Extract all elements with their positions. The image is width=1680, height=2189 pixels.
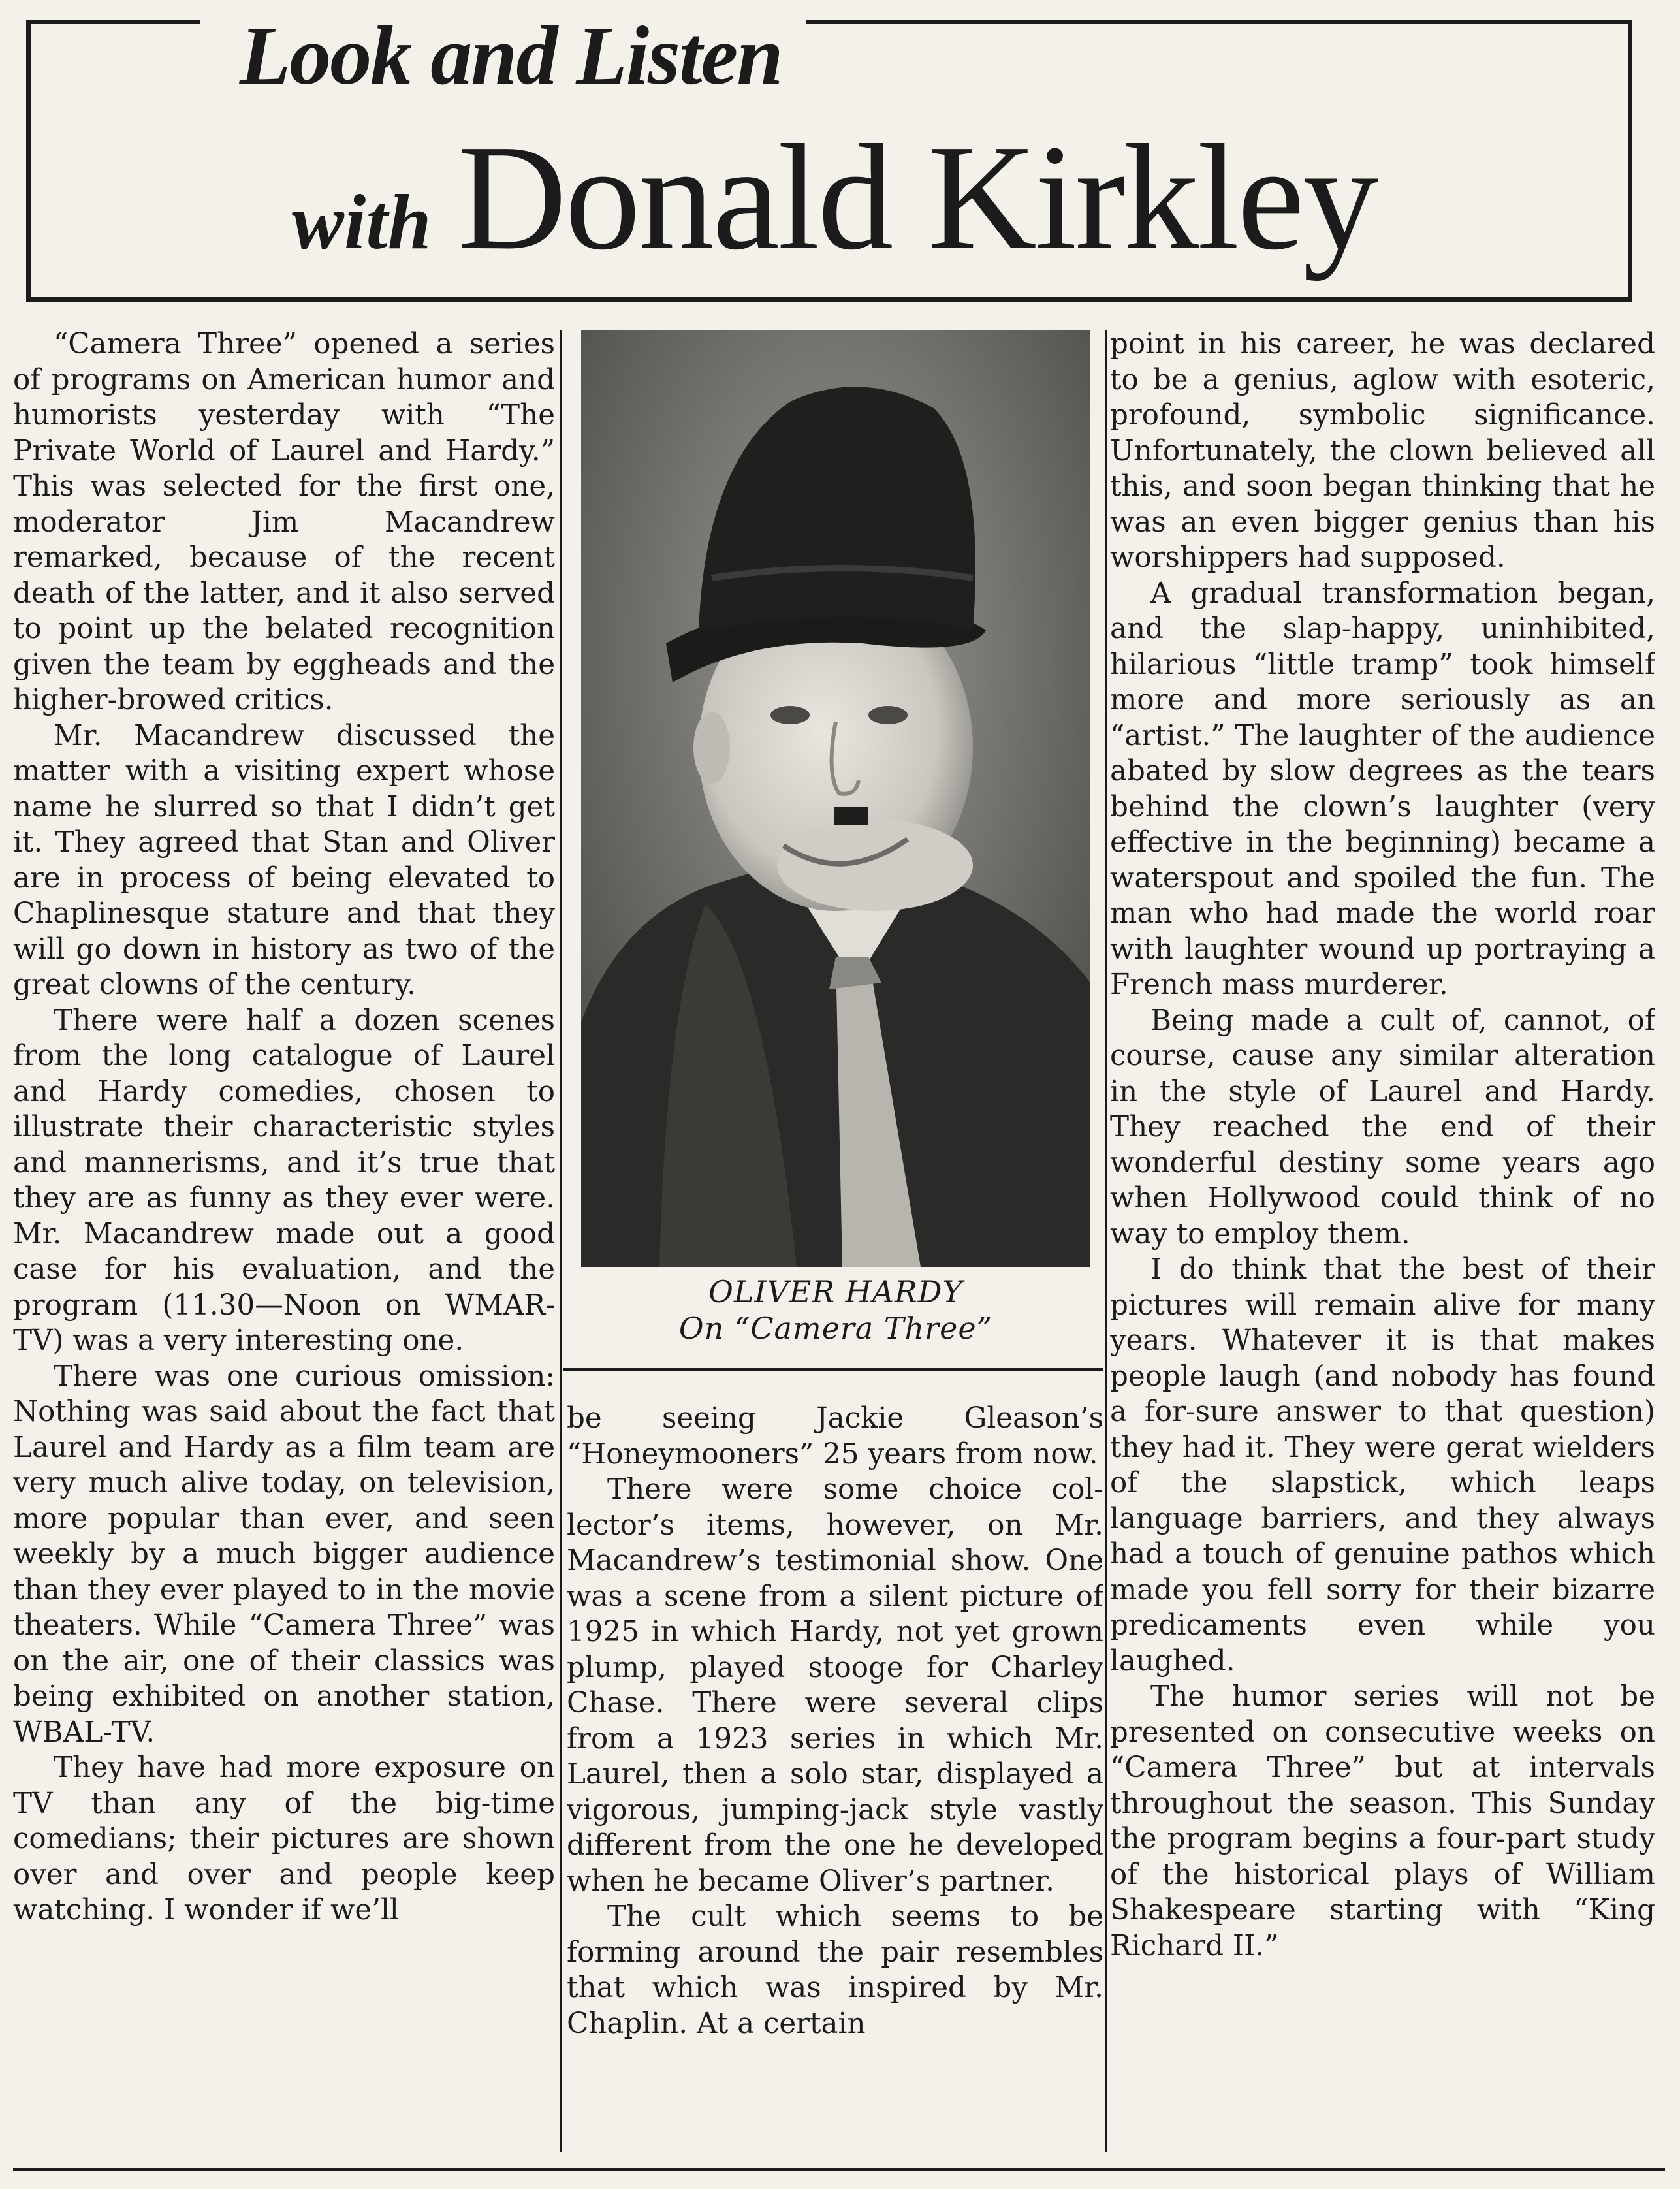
caption-name: OLIVER HARDY xyxy=(708,1274,963,1309)
article-paragraph: Being made a cult of, cannot, of course, cause any similar alteration in the style of Laurel and Hardy. They reached the end of their wonderful destiny some years ago when Hollywood could think of no way to employ them. xyxy=(1110,1004,1655,1251)
masthead-box xyxy=(26,9,1632,302)
column-rule-right xyxy=(1105,330,1107,2152)
article-column-1 xyxy=(13,327,555,2152)
article-column-2 xyxy=(567,1401,1103,2152)
article-paragraph: There were some choice collector’s items, however, on Mr. Macandrew’s testimonial show. One was a scene from a silent picture of 1925 in which Hardy, not yet grown plump, played stooge for Charley Chase. There were several clips from a 1923 series in which Mr. Laurel, then a solo star, displayed a vigorous, jumping-jack style vastly different from the one he developed when he became Oliver’s partner. xyxy=(567,1473,1103,1898)
article-paragraph: I do think that the best of their pictures will remain alive for many years. Whatever it is that makes people laugh (and nobody has found a for-sure answer to that question) they had it. They were gerat wielders of the slapstick, which leaps language barriers, and they always had a touch of genuine pathos which made you fell sorry for their bizarre predicaments even while you laughed. xyxy=(1110,1253,1655,1678)
oliver-hardy-photo xyxy=(581,330,1090,1267)
article-paragraph: Mr. Macandrew discussed the matter with a visiting expert whose name he slurred so that I didn’t get it. They agreed that Stan and Oliver are in process of being elevated to Chaplinesque stature and that they will go down in history as two of the great clowns of the century. xyxy=(13,719,555,1001)
portrait-image xyxy=(581,330,1090,1267)
caption-rule xyxy=(563,1368,1103,1371)
article-paragraph: “Camera Three” opened a series of programs on American humor and humorists yesterday with “The Private World of Laurel and Hardy.” This was selected for the first one, moderator Jim Macandrew remarked, because of the recent death of the latter, and it also served to point up the belated recognition given the team by eggheads and the higher-browed critics. xyxy=(13,328,555,716)
bottom-rule xyxy=(13,2168,1665,2171)
article-paragraph: be seeing Jackie Gleason’s “Honeymooners” 25 years from now. xyxy=(567,1402,1103,1471)
byline xyxy=(292,114,1377,281)
article-paragraph: The humor series will not be presented on consecutive weeks on “Camera Three” but at intervals throughout the season. This Sunday the program begins a four-part study of the historical plays of William Shakespeare starting with “King Richard II.” xyxy=(1110,1680,1655,1962)
byline-with: with xyxy=(292,178,432,265)
article-paragraph: There were half a dozen scenes from the long catalogue of Laurel and Hardy comedies, chosen to illustrate their characteristic styles and mannerisms, and it’s true that they are as funny as they ever were. Mr. Macandrew made out a good case for his evaluation, and the program (11.30—Noon on WMAR-TV) was a very interesting one. xyxy=(13,1004,555,1357)
caption-program: On “Camera Three” xyxy=(678,1311,993,1346)
article-paragraph: A gradual transformation began, and the slap-happy, uninhibited, hilarious “little tramp” took himself more and more seriously as an “artist.” The laughter of the audience abated by slow degrees as the tears behind the clown’s laughter (very effective in the beginning) became a waterspout and spoiled the fun. The man who had made the world roar with laughter wound up portraying a French mass murderer. xyxy=(1110,577,1655,1001)
article-paragraph: There was one curious omission: Nothing was said about the fact that Laurel and Hardy as a film team are very much alive today, on television, more popular than ever, and seen weekly by a much bigger audience than they ever played to in the movie theaters. While “Camera Three” was on the air, one of their classics was being exhibited on another station, WBAL-TV. xyxy=(13,1360,555,1749)
author-name: Donald Kirkley xyxy=(457,114,1377,281)
article-paragraph: point in his career, he was declared to be a genius, aglow with esoteric, profound, symbolic significance. Unfortunately, the clown believed all this, and soon began thinking that he was an even bigger genius than his worshippers had supposed. xyxy=(1110,328,1655,574)
article-paragraph: They have had more exposure on TV than any of the big-time comedians; their pictures are shown over and over and people keep watching. I wonder if we’ll xyxy=(13,1751,555,1926)
column-kicker: Look and Listen xyxy=(240,9,782,102)
column-rule-left xyxy=(560,330,562,2152)
photo-caption xyxy=(575,1273,1097,1347)
article-column-3 xyxy=(1110,327,1655,2152)
article-paragraph: The cult which seems to be forming around the pair resembles that which was inspired by Mr. Chaplin. At a certain xyxy=(567,1900,1103,2040)
